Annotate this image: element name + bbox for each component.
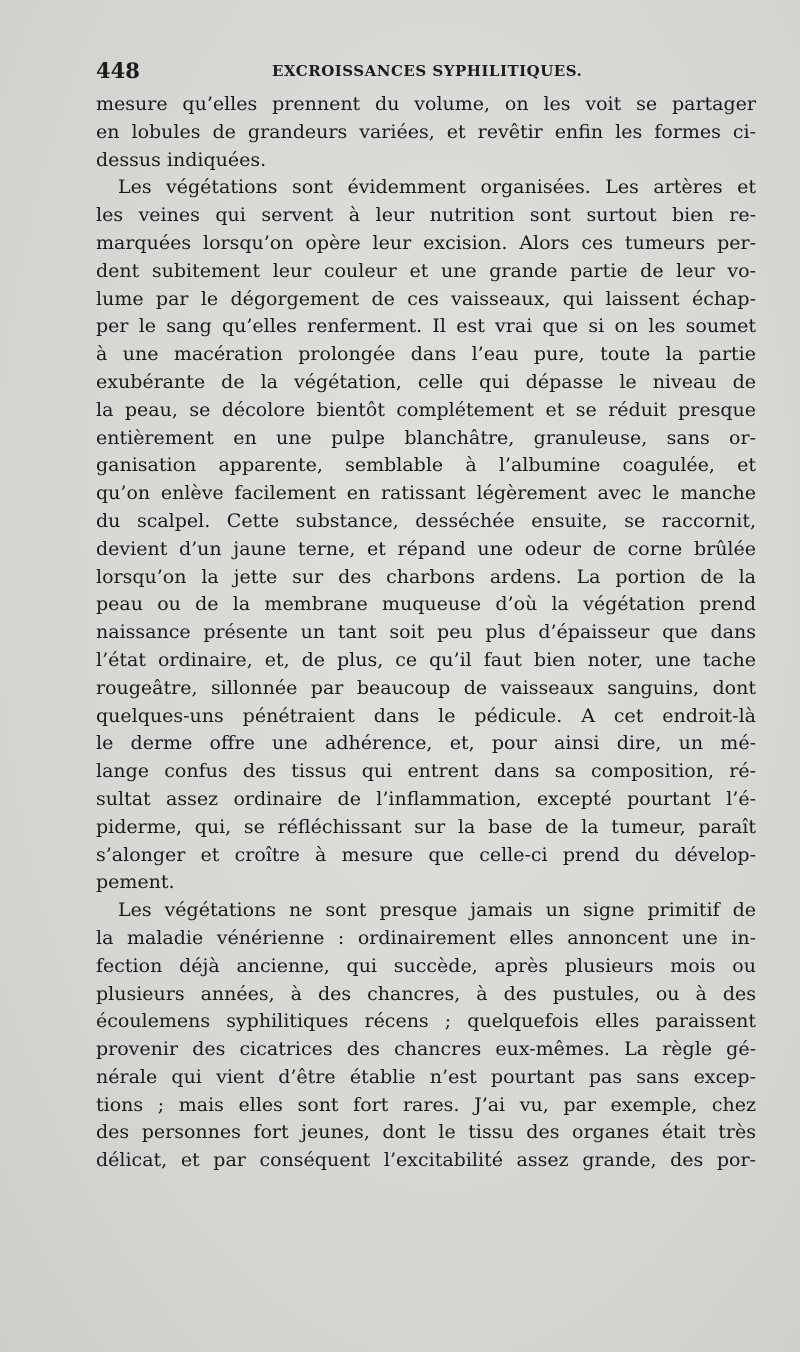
text-line: les veines qui servent à leur nutrition sont surtout bien re- bbox=[96, 204, 756, 227]
paragraph bbox=[96, 897, 756, 1175]
page-number: 448 bbox=[96, 58, 140, 83]
text-line: l’état ordinaire, et, de plus, ce qu’il faut bien noter, une tache bbox=[96, 648, 756, 671]
text-line: qu’on enlève facilement en ratissant légèrement avec le manche bbox=[96, 482, 756, 505]
text-line: pement. bbox=[96, 871, 175, 894]
text-line: lange confus des tissus qui entrent dans sa composition, ré- bbox=[96, 760, 756, 783]
paragraph bbox=[96, 174, 756, 897]
text-line: écoulemens syphilitiques récens ; quelquefois elles paraissent bbox=[96, 1010, 756, 1033]
text-line: lume par le dégorgement de ces vaisseaux, qui laissent échap- bbox=[96, 287, 756, 310]
text-line: des personnes fort jeunes, dont le tissu des organes était très bbox=[96, 1121, 756, 1144]
text-line: le derme offre une adhérence, et, pour ainsi dire, un mé- bbox=[96, 732, 756, 755]
text-line: s’alonger et croître à mesure que celle-ci prend du dévelop- bbox=[96, 843, 756, 866]
page-header bbox=[96, 58, 756, 88]
text-line: la maladie vénérienne : ordinairement elles annoncent une in- bbox=[96, 926, 756, 949]
text-line: délicat, et par conséquent l’excitabilité assez grande, des por- bbox=[96, 1149, 756, 1172]
text-line: du scalpel. Cette substance, desséchée ensuite, se raccornit, bbox=[96, 509, 756, 532]
text-line: ganisation apparente, semblable à l’albumine coagulée, et bbox=[96, 454, 756, 477]
paragraph bbox=[96, 91, 756, 174]
text-line: à une macération prolongée dans l’eau pure, toute la partie bbox=[96, 343, 756, 366]
text-line: en lobules de grandeurs variées, et revêtir enfin les formes ci- bbox=[96, 120, 756, 143]
text-line: devient d’un jaune terne, et répand une odeur de corne brûlée bbox=[96, 537, 756, 560]
running-title: EXCROISSANCES SYPHILITIQUES. bbox=[272, 62, 583, 80]
text-line: rougeâtre, sillonnée par beaucoup de vaisseaux sanguins, dont bbox=[96, 676, 756, 699]
text-line: dessus indiquées. bbox=[96, 148, 267, 171]
text-line: quelques-uns pénétraient dans le pédicule. A cet endroit-là bbox=[96, 704, 756, 727]
text-line: entièrement en une pulpe blanchâtre, granuleuse, sans or- bbox=[96, 426, 756, 449]
text-line: dent subitement leur couleur et une grande partie de leur vo- bbox=[96, 259, 756, 282]
text-line: provenir des cicatrices des chancres eux-mêmes. La règle gé- bbox=[96, 1038, 756, 1061]
text-line: marquées lorsqu’on opère leur excision. Alors ces tumeurs per- bbox=[96, 231, 756, 254]
text-line: Les végétations sont évidemment organisées. Les artères et bbox=[118, 176, 756, 199]
body-text bbox=[96, 91, 756, 1175]
text-line: fection déjà ancienne, qui succède, après plusieurs mois ou bbox=[96, 954, 756, 977]
text-line: naissance présente un tant soit peu plus d’épaisseur que dans bbox=[96, 621, 756, 644]
text-line: lorsqu’on la jette sur des charbons ardens. La portion de la bbox=[96, 565, 756, 588]
text-line: Les végétations ne sont presque jamais un signe primitif de bbox=[118, 899, 756, 922]
text-line: piderme, qui, se réfléchissant sur la base de la tumeur, paraît bbox=[96, 815, 756, 838]
text-line: la peau, se décolore bientôt complétement et se réduit presque bbox=[96, 398, 756, 421]
text-line: tions ; mais elles sont fort rares. J’ai vu, par exemple, chez bbox=[96, 1093, 756, 1116]
text-line: sultat assez ordinaire de l’inflammation, excepté pourtant l’é- bbox=[96, 787, 756, 810]
text-line: mesure qu’elles prennent du volume, on les voit se partager bbox=[96, 93, 756, 115]
text-line: nérale qui vient d’être établie n’est pourtant pas sans excep- bbox=[96, 1065, 756, 1088]
text-line: per le sang qu’elles renferment. Il est vrai que si on les soumet bbox=[96, 315, 756, 338]
text-line: exubérante de la végétation, celle qui dépasse le niveau de bbox=[96, 370, 756, 393]
text-line: plusieurs années, à des chancres, à des pustules, ou à des bbox=[96, 982, 756, 1005]
text-line: peau ou de la membrane muqueuse d’où la végétation prend bbox=[96, 593, 756, 616]
